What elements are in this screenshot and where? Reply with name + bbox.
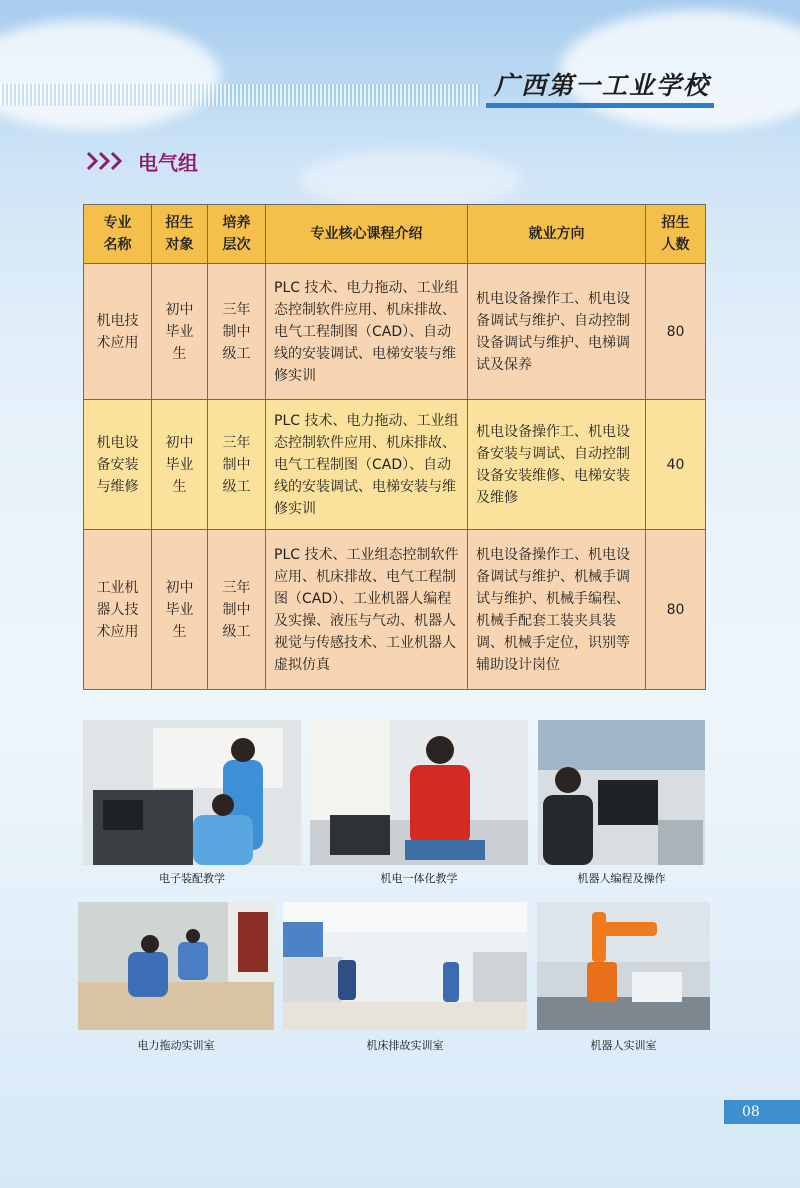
cell-level: 三年 制中 级工: [208, 530, 266, 690]
section-title: 电气组: [138, 150, 198, 175]
cell-level: 三年 制中 级工: [208, 400, 266, 530]
header-stripe: [0, 84, 480, 106]
cell-jobs: 机电设备操作工、机电设备安装与调试、自动控制设备安装维修、电梯安装及维修: [468, 400, 646, 530]
header-jobs: 就业方向: [468, 205, 646, 264]
cell-count: 40: [646, 400, 706, 530]
cell-target: 初中 毕业 生: [152, 400, 208, 530]
photo-machine-troubleshooting-lab: [283, 902, 527, 1030]
section-header: [84, 146, 198, 176]
classroom-photo-icon: [83, 720, 301, 865]
photo-mechatronics: [310, 720, 528, 865]
table-row: [84, 530, 706, 690]
cell-count: 80: [646, 264, 706, 400]
table-row: [84, 264, 706, 400]
cell-major-name: 机电设 备安装 与维修: [84, 400, 152, 530]
caption-photo-4: 电力拖动实训室: [137, 1039, 215, 1052]
classroom-photo-icon: [537, 902, 710, 1030]
cell-courses: PLC 技术、电力拖动、工业组态控制软件应用、机床排故、电气工程制图（CAD）、自动线的安装调试、电梯安装与维修实训: [266, 264, 468, 400]
photo-robot-lab: [537, 902, 710, 1030]
classroom-photo-icon: [283, 902, 527, 1030]
classroom-photo-icon: [310, 720, 528, 865]
cell-major-name: 机电技 术应用: [84, 264, 152, 400]
header-level: 培养 层次: [208, 205, 266, 264]
major-table: [83, 204, 706, 690]
caption-photo-5: 机床排故实训室: [366, 1039, 444, 1052]
caption-photo-6: 机器人实训室: [590, 1039, 657, 1052]
cell-jobs: 机电设备操作工、机电设备调试与维护、机械手调试与维护、机械手编程、机械手配套工装夹具装调、机械手定位，识别等辅助设计岗位: [468, 530, 646, 690]
header-courses: 专业核心课程介绍: [266, 205, 468, 264]
cloud-decoration: [0, 20, 220, 130]
header-count: 招生 人数: [646, 205, 706, 264]
cell-major-name: 工业机 器人技 术应用: [84, 530, 152, 690]
table-header-row: [84, 205, 706, 264]
table-row: [84, 400, 706, 530]
cell-jobs: 机电设备操作工、机电设备调试与维护、自动控制设备调试与维护、电梯调试及保养: [468, 264, 646, 400]
school-name-underline: [486, 103, 714, 108]
header-target: 招生 对象: [152, 205, 208, 264]
cell-target: 初中 毕业 生: [152, 530, 208, 690]
cell-count: 80: [646, 530, 706, 690]
cell-courses: PLC 技术、电力拖动、工业组态控制软件应用、机床排故、电气工程制图（CAD）、自动线的安装调试、电梯安装与维修实训: [266, 400, 468, 530]
photo-power-drive-lab: [78, 902, 274, 1030]
cell-target: 初中 毕业 生: [152, 264, 208, 400]
photo-robot-programming: [538, 720, 705, 865]
triple-chevron-icon: [84, 149, 132, 173]
cloud-decoration: [300, 150, 520, 210]
cell-courses: PLC 技术、工业组态控制软件应用、机床排故、电气工程制图（CAD）、工业机器人编程及实操、液压与气动、机器人视觉与传感技术、工业机器人虚拟仿真: [266, 530, 468, 690]
cell-level: 三年 制中 级工: [208, 264, 266, 400]
classroom-photo-icon: [78, 902, 274, 1030]
caption-photo-1: 电子装配教学: [159, 872, 225, 885]
page-number: 08: [724, 1100, 800, 1124]
caption-photo-2: 机电一体化教学: [380, 872, 458, 885]
header-major-name: 专业 名称: [84, 205, 152, 264]
school-name: 广西第一工业学校: [493, 71, 710, 100]
photo-electronic-assembly: [83, 720, 301, 865]
classroom-photo-icon: [538, 720, 705, 865]
caption-photo-3: 机器人编程及操作: [577, 872, 666, 885]
